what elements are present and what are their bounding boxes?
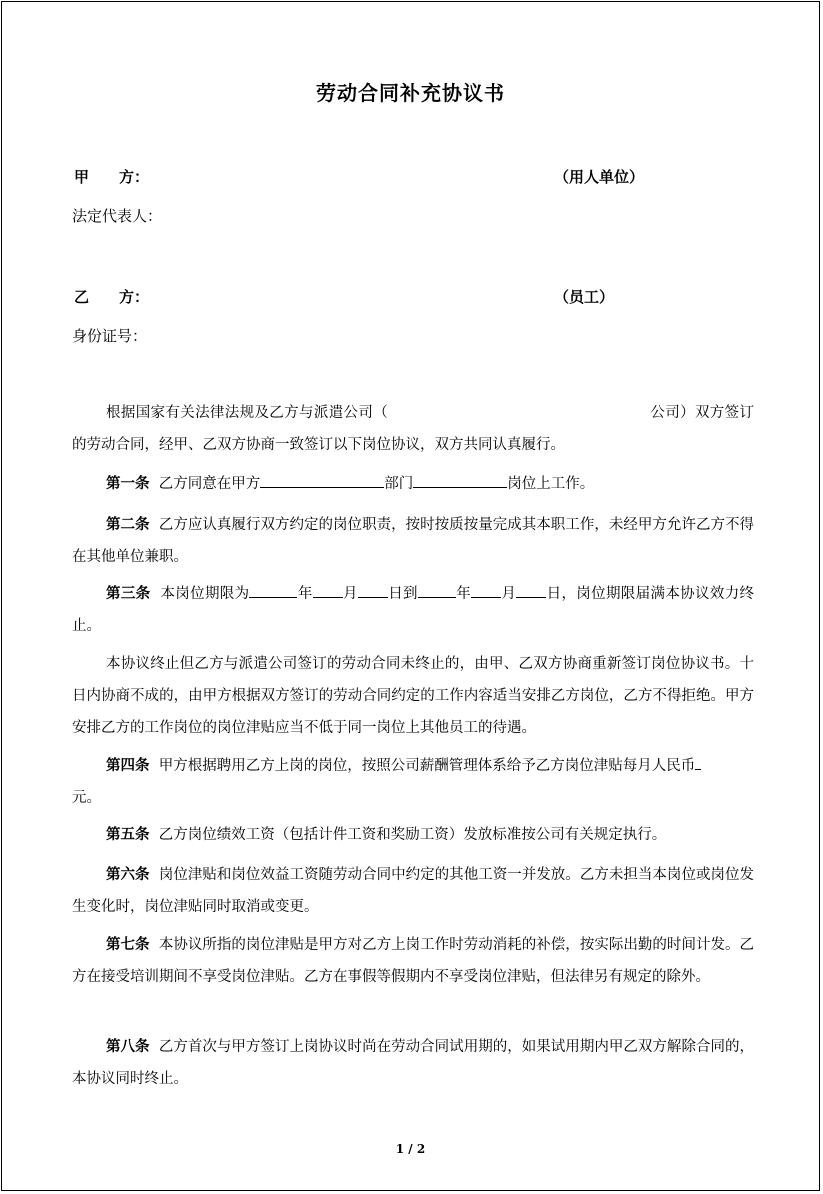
article-2	[72, 509, 754, 573]
position-blank	[413, 473, 507, 488]
party-b-label	[74, 286, 149, 307]
article-4-tail: 元。	[72, 790, 101, 806]
department-blank	[260, 473, 384, 488]
article-2-label: 第二条	[106, 516, 150, 533]
article-6-text: 岗位津贴和岗位效益工资随劳动合同中约定的其他工资一并发放。乙方未担当本岗位或岗位发生变化时，岗位津贴同时取消或变更。	[72, 867, 755, 915]
article-4-label: 第四条	[106, 757, 150, 774]
start-month-blank	[313, 583, 343, 598]
legal-representative-label: 法定代表人：	[72, 207, 163, 225]
month-unit-1: 月	[342, 586, 358, 602]
intro-text-1: 根据国家有关法律法规及乙方与派遣公司（	[106, 405, 389, 421]
page-number: 1 / 2	[395, 1142, 426, 1156]
party-a-label	[74, 166, 149, 187]
article-1-text-1: 乙方同意在甲方	[158, 476, 261, 492]
party-a-label-char: 甲	[74, 168, 90, 186]
end-day-blank	[516, 583, 546, 598]
intro-paragraph	[72, 397, 754, 461]
year-unit-1: 年	[297, 586, 313, 602]
article-5-text: 乙方岗位绩效工资（包括计件工资和奖励工资）发放标准按公司有关规定执行。	[158, 827, 667, 843]
party-b-label-colon: 方：	[119, 288, 150, 306]
year-unit-2: 年	[455, 586, 472, 602]
article-1-text-3: 岗位上工作。	[507, 476, 595, 492]
article-1-label: 第一条	[106, 475, 150, 492]
article-8-label: 第八条	[106, 1038, 150, 1055]
party-b-label-char: 乙	[74, 288, 90, 306]
end-year-blank	[418, 583, 456, 598]
month-unit-2: 月	[501, 586, 517, 602]
article-7-text: 本协议所指的岗位津贴是甲方对乙方上岗工作时劳动消耗的补偿，按实际出勤的时间计发。乙方在接受培训期间不享受岗位津贴。乙方在事假等假期内不享受岗位津贴，但法律另有规定的除外。	[72, 937, 755, 985]
article-4	[72, 750, 754, 814]
start-year-blank	[249, 583, 297, 598]
article-1-text-2: 部门	[384, 476, 414, 492]
article-3-text-3: 日，岗位期限届满本协议效力终止。	[72, 586, 755, 634]
termination-paragraph: 本协议终止但乙方与派遣公司签订的劳动合同未终止的，由甲、乙双方协商重新签订岗位协议书。十日内协商不成的，由甲方根据双方签订的劳动合同约定的工作内容适当安排乙方岗位，乙方不得拒绝。甲方安排乙方的工作岗位的岗位津贴应当不低于同一岗位上其他员工的待遇。	[72, 656, 754, 736]
article-3-text-1: 本岗位期限为	[160, 586, 250, 602]
article-8	[72, 1031, 754, 1095]
article-7	[72, 929, 754, 993]
start-day-blank	[358, 583, 388, 598]
article-6	[72, 859, 754, 923]
allowance-blank	[695, 755, 701, 770]
id-number-label: 身份证号：	[72, 327, 148, 345]
article-5-label: 第五条	[106, 826, 150, 843]
intro-text-2: 公司）双方签订的劳动合同，经甲、乙双方协商一致签订以下岗位协议，双方共同认真履行。	[72, 405, 755, 453]
party-a-role: （用人单位）	[554, 168, 645, 186]
party-b-role: （员工）	[554, 288, 615, 306]
article-3	[72, 578, 754, 642]
article-1	[72, 468, 754, 500]
document-page	[1, 1, 820, 1191]
article-4-text: 甲方根据聘用乙方上岗的岗位，按照公司薪酬管理体系给予乙方岗位津贴每月人民币	[158, 758, 696, 774]
document-title: 劳动合同补充协议书	[316, 81, 505, 105]
end-month-blank	[471, 583, 501, 598]
article-8-text: 乙方首次与甲方签订上岗协议时尚在劳动合同试用期的，如果试用期内甲乙双方解除合同的，本协议同时终止。	[72, 1039, 755, 1087]
article-2-text: 乙方应认真履行双方约定的岗位职责，按时按质按量完成其本职工作，未经甲方允许乙方不得在其他单位兼职。	[72, 517, 755, 565]
article-3-text-2: 日到	[387, 586, 418, 602]
party-a-label-colon: 方：	[119, 168, 150, 186]
article-5	[72, 819, 754, 851]
article-7-label: 第七条	[106, 936, 150, 953]
article-6-label: 第六条	[106, 866, 150, 883]
article-3-label: 第三条	[106, 585, 151, 602]
